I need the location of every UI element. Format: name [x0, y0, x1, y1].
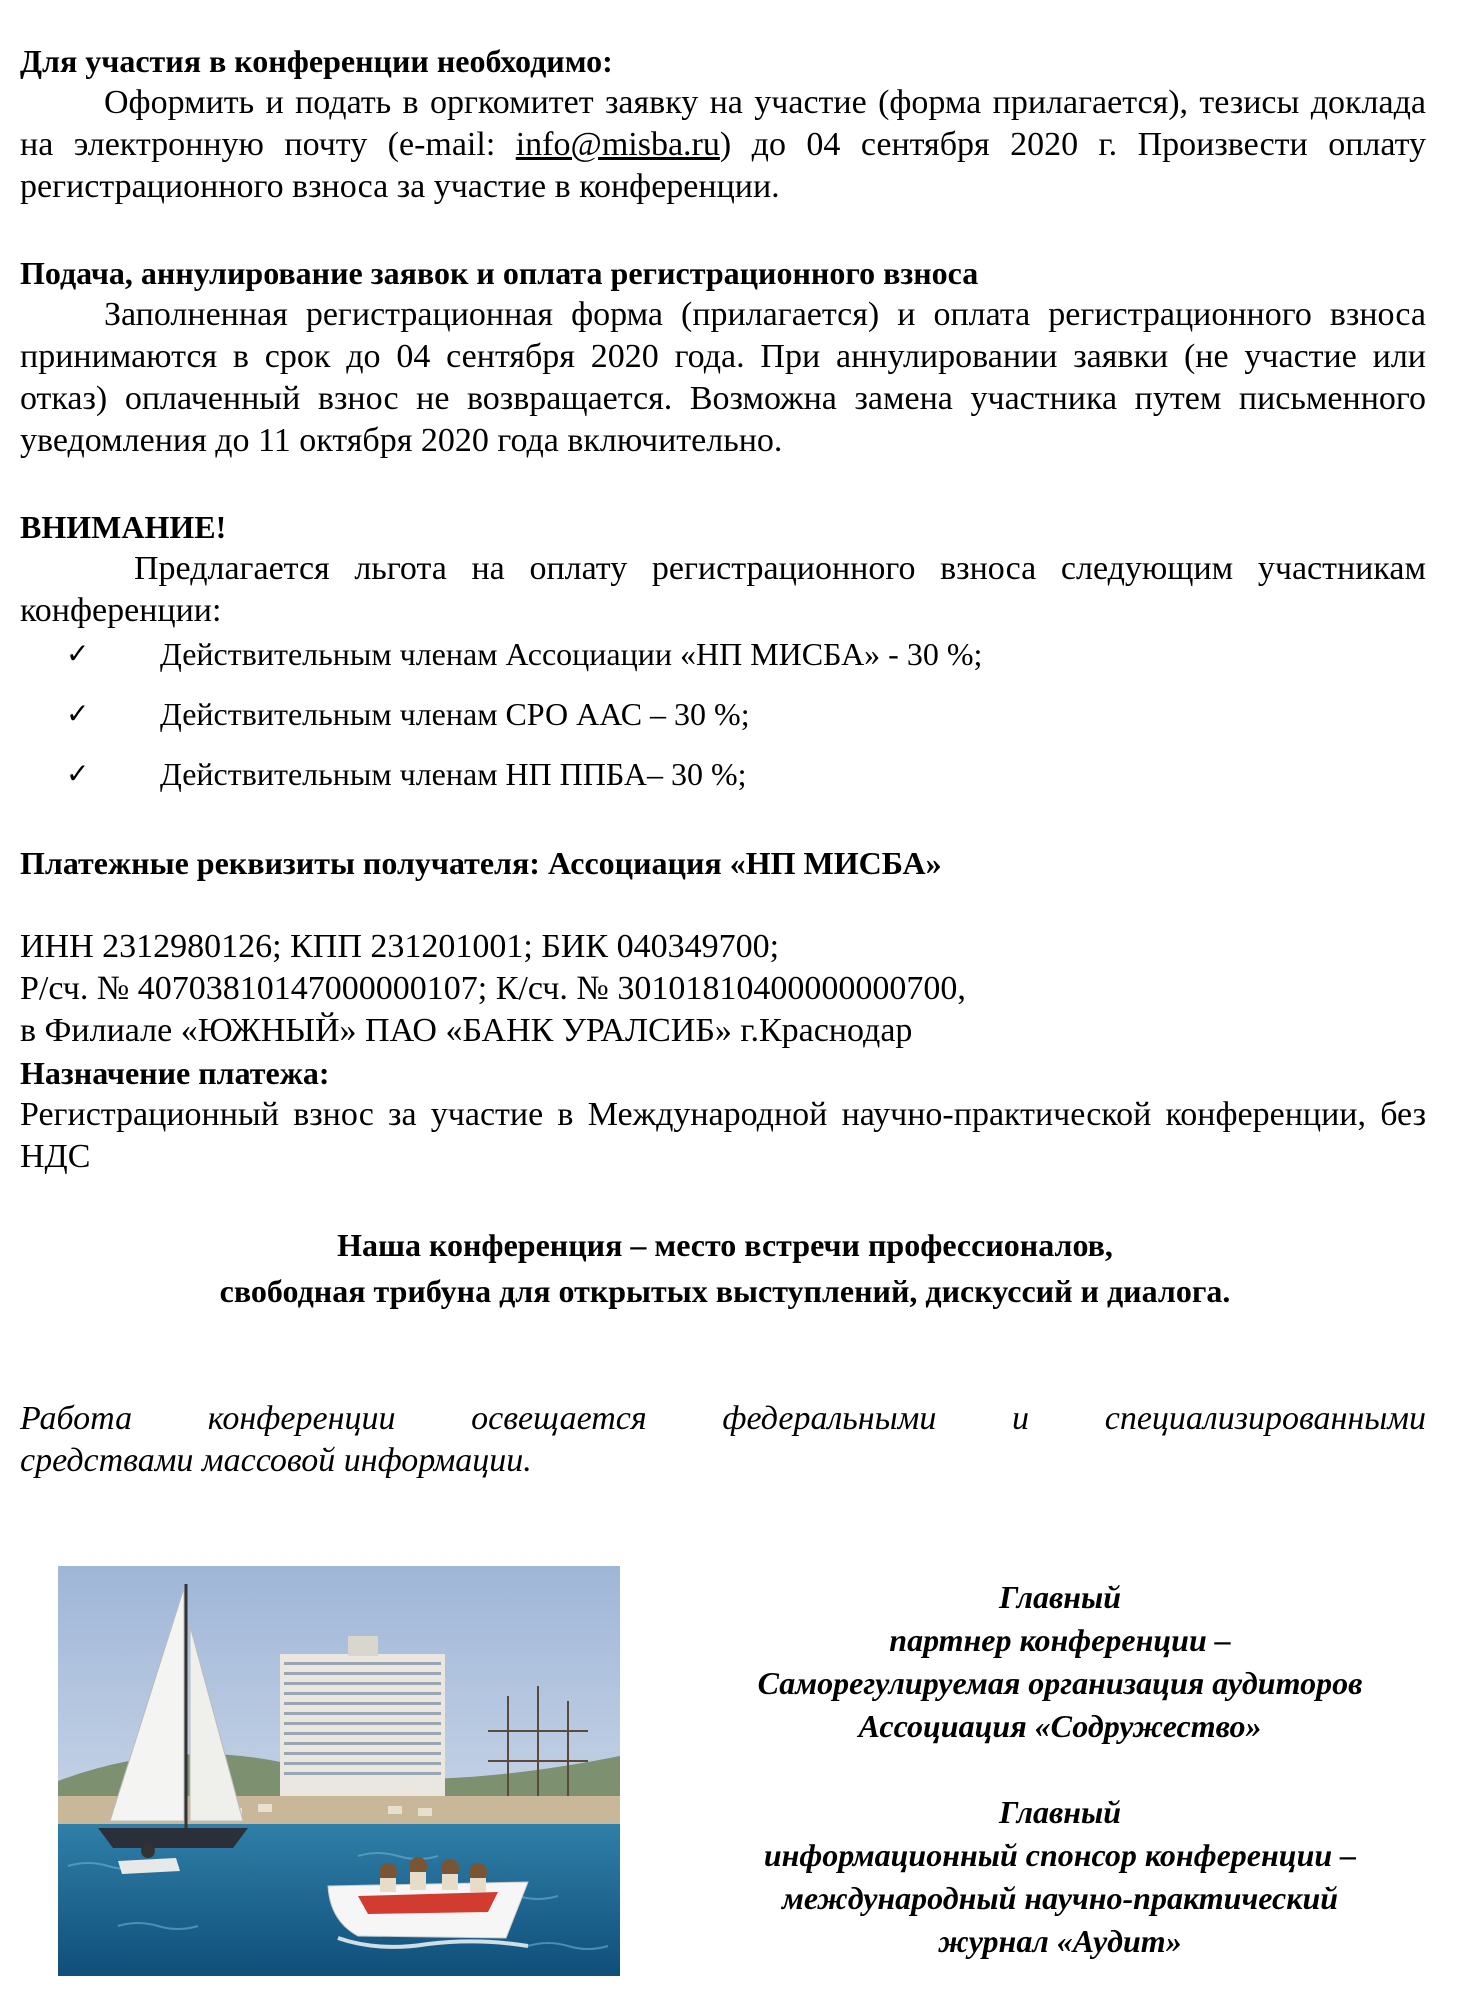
partner-line: Саморегулируемая организация аудиторов	[757, 1665, 1363, 1701]
purpose-text: Регистрационный взнос за участие в Международной научно-практической конференции, без НДС	[20, 1096, 1426, 1175]
partner-line: партнер конференции –	[889, 1622, 1231, 1658]
partner-line: Главный	[998, 1579, 1122, 1615]
payment-line-bank: в Филиале «ЮЖНЫЙ» ПАО «БАНК УРАЛСИБ» г.Краснодар	[20, 1012, 913, 1049]
sponsor-line: международный научно-практический	[781, 1880, 1339, 1916]
partner-line: Ассоциация «Содружество»	[858, 1708, 1262, 1744]
discount-list	[20, 634, 1426, 814]
email-link[interactable]: info@misba.ru	[515, 126, 720, 163]
participation-text	[20, 82, 1426, 208]
spacer	[20, 814, 1426, 842]
check-icon: ✓	[66, 757, 90, 790]
attention-heading: ВНИМАНИЕ!	[20, 509, 227, 545]
sponsor-line: журнал «Аудит»	[938, 1923, 1182, 1959]
attention-text: Предлагается льгота на оплату регистрационного взноса следующим участникам конференции:	[20, 550, 1426, 629]
list-item	[20, 694, 1426, 754]
spacer	[20, 884, 1426, 926]
participation-text-a: Оформить и подать в оргкомитет заявку на участие (форма прилагается), тезисы доклада на электронную почту (e-mail:	[20, 84, 1426, 163]
slogan-line-1: Наша конференция – место встречи профессионалов,	[337, 1227, 1113, 1263]
sponsor-line: информационный спонсор конференции –	[763, 1837, 1357, 1873]
media-line-1: Работа конференции освещается федеральными и специализированными	[20, 1400, 1426, 1437]
media-text	[20, 1398, 1426, 1482]
check-icon: ✓	[66, 697, 90, 730]
payment-line-accounts: Р/сч. № 40703810147000000107; К/сч. № 30101810400000000700,	[20, 970, 966, 1007]
resort-photo	[58, 1566, 620, 1976]
spacer	[20, 208, 1426, 252]
payment-line-inn: ИНН 2312980126; КПП 231201001; БИК 040349700;	[20, 928, 780, 965]
spacer	[20, 1314, 1426, 1370]
discount-item-label: Действительным членам Ассоциации «НП МИСБА» - 30 %;	[160, 636, 983, 672]
spacer	[20, 462, 1426, 506]
partners-block	[690, 1576, 1430, 1963]
list-item	[20, 634, 1426, 694]
list-item	[20, 754, 1426, 814]
participation-text-b: ) до 04 сентября 2020 г. Произвести оплату регистрационного взноса за участие в конференции.	[20, 126, 1426, 205]
document-page	[20, 40, 1426, 1482]
purpose-heading: Назначение платежа:	[20, 1055, 330, 1091]
sailboat-photo-illustration	[58, 1566, 620, 1976]
media-line-2: средствами массовой информации.	[20, 1442, 532, 1479]
sponsor-line: Главный	[998, 1794, 1122, 1830]
participation-heading: Для участия в конференции необходимо:	[20, 43, 613, 79]
check-icon: ✓	[66, 637, 90, 670]
discount-item-label: Действительным членам НП ППБА– 30 %;	[160, 756, 747, 792]
spacer	[20, 1370, 1426, 1398]
payment-heading: Платежные реквизиты получателя: Ассоциация «НП МИСБА»	[20, 845, 942, 881]
applications-text: Заполненная регистрационная форма (прилагается) и оплата регистрационного взноса принимаются в срок до 04 сентября 2020 года. При аннулировании заявки (не участие или отказ) оплаченный взнос не возвращается. Возможна замена участника путем письменного уведомления до 11 октября 2020 года включительно.	[20, 296, 1426, 459]
spacer	[690, 1748, 1430, 1791]
slogan-line-2: свободная трибуна для открытых выступлений, дискуссий и диалога.	[219, 1273, 1231, 1309]
discount-item-label: Действительным членам СРО ААС – 30 %;	[160, 696, 750, 732]
applications-heading: Подача, аннулирование заявок и оплата регистрационного взноса	[20, 255, 979, 291]
spacer	[20, 1178, 1426, 1222]
